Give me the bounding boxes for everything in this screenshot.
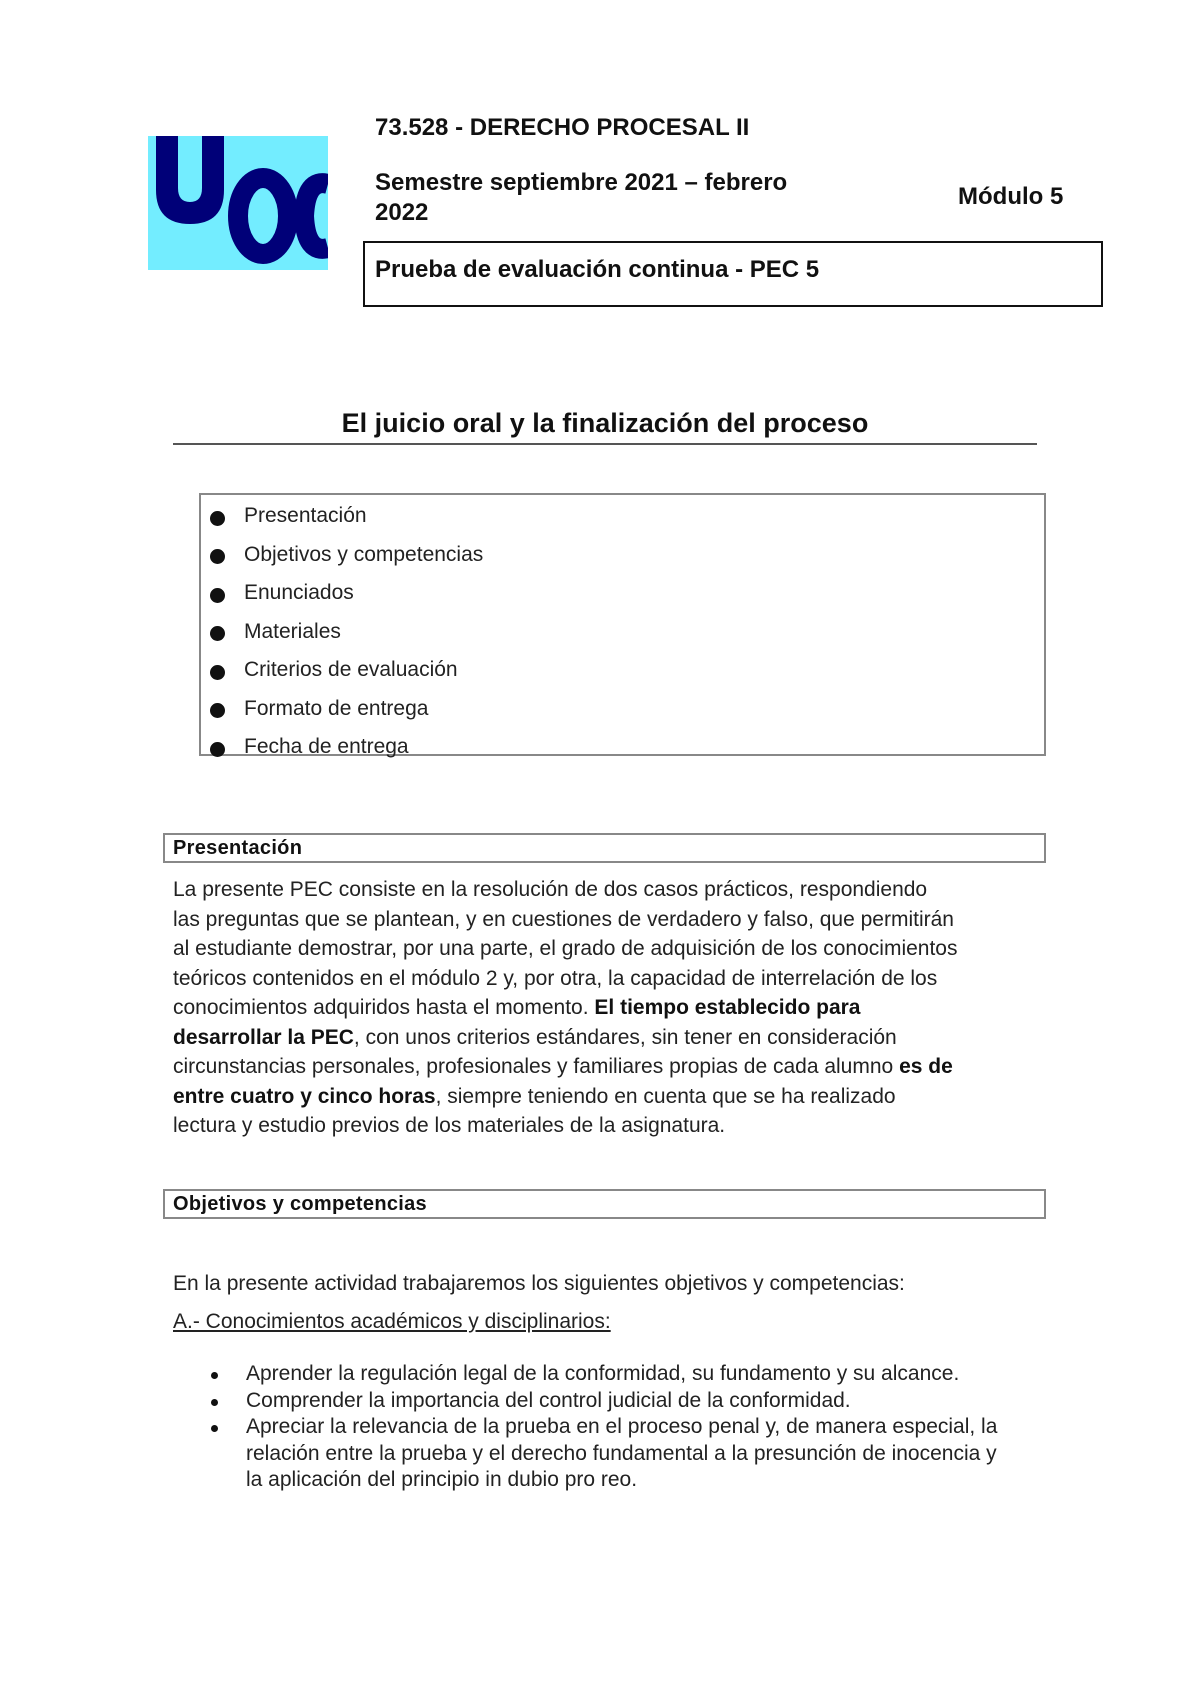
- bullet-icon: [210, 703, 225, 718]
- paragraph-line: lectura y estudio previos de los materiales de la asignatura.: [173, 1114, 726, 1137]
- objetivos-heading: Objetivos y competencias: [173, 1193, 427, 1215]
- objetivos-intro: En la presente actividad trabajaremos los siguientes objetivos y competencias:: [173, 1272, 905, 1295]
- index-item-materiales: Materiales: [210, 613, 483, 652]
- index-list: [210, 497, 483, 767]
- paragraph-line: circunstancias personales, profesionales y familiares propias de cada alumno es de: [173, 1055, 953, 1078]
- module-label: Módulo 5: [958, 183, 1064, 210]
- bullet-icon: [211, 1425, 218, 1432]
- bullet-icon: [211, 1399, 218, 1406]
- semester: [375, 168, 875, 228]
- paragraph-line: teóricos contenidos en el módulo 2 y, por otra, la capacidad de interrelación de los: [173, 966, 938, 990]
- list-item: Aprender la regulación legal de la conformidad, su fundamento y su alcance.: [207, 1361, 1047, 1388]
- paragraph-line: entre cuatro y cinco horas, siempre teniendo en cuenta que se ha realizado: [173, 1084, 896, 1108]
- pec-label: Prueba de evaluación continua - PEC 5: [375, 256, 820, 283]
- index-item-objetivos: Objetivos y competencias: [210, 536, 483, 575]
- index-item-fecha: Fecha de entrega: [210, 728, 483, 767]
- list-item: Apreciar la relevancia de la prueba en el proceso penal y, de manera especial, la relación entre la prueba y el derecho fundamental a la presunción de inocencia y la aplicación del principio in dubio pro reo.: [207, 1414, 1047, 1494]
- list-item: Comprender la importancia del control judicial de la conformidad.: [207, 1388, 1047, 1415]
- course-title: 73.528 - DERECHO PROCESAL II: [375, 114, 750, 141]
- emphasis-text: desarrollar la PEC: [173, 1025, 354, 1049]
- paragraph-line: La presente PEC consiste en la resolución de dos casos prácticos, respondiendo: [173, 878, 928, 901]
- bullet-icon: [210, 626, 225, 641]
- semester-line-1: Semestre septiembre 2021 – febrero: [375, 169, 788, 196]
- bullet-icon: [210, 511, 225, 526]
- presentacion-paragraph: [173, 875, 1053, 1141]
- emphasis-text: es de: [899, 1055, 953, 1078]
- bullet-icon: [210, 588, 225, 603]
- bullet-icon: [210, 549, 225, 564]
- paragraph-line: las preguntas que se plantean, y en cuestiones de verdadero y falso, que permitirán: [173, 907, 954, 931]
- uoc-logo: [148, 136, 328, 270]
- objetivos-sublabel: A.- Conocimientos académicos y disciplinarios:: [173, 1310, 611, 1333]
- index-item-formato: Formato de entrega: [210, 690, 483, 729]
- semester-line-2: 2022: [375, 199, 429, 226]
- page-title: El juicio oral y la finalización del proceso: [341, 408, 869, 438]
- presentacion-heading: Presentación: [173, 837, 303, 859]
- paragraph-line: al estudiante demostrar, por una parte, el grado de adquisición de los conocimientos: [173, 937, 958, 960]
- index-item-enunciados: Enunciados: [210, 574, 483, 613]
- emphasis-text: entre cuatro y cinco horas: [173, 1084, 436, 1108]
- title-divider: [173, 443, 1037, 445]
- paragraph-line: conocimientos adquiridos hasta el momento. El tiempo establecido para: [173, 996, 861, 1019]
- objetivos-list: [207, 1361, 1047, 1494]
- paragraph-line: desarrollar la PEC, con unos criterios estándares, sin tener en consideración: [173, 1025, 897, 1049]
- bullet-icon: [210, 665, 225, 680]
- index-item-criterios: Criterios de evaluación: [210, 651, 483, 690]
- uoc-logo-mark: [148, 136, 328, 270]
- emphasis-text: El tiempo establecido para: [594, 996, 861, 1019]
- bullet-icon: [210, 742, 225, 757]
- index-item-presentacion: Presentación: [210, 497, 483, 536]
- bullet-icon: [211, 1372, 218, 1379]
